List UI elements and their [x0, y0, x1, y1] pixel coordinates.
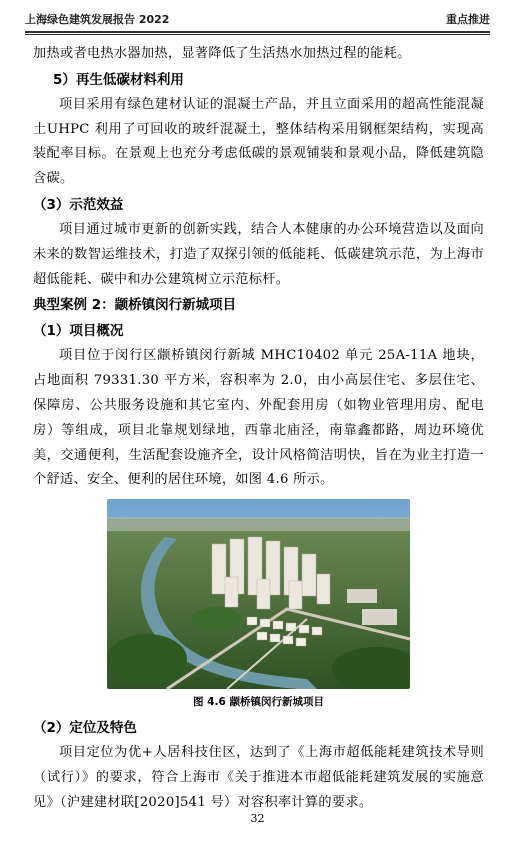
- page-header: [25, 10, 490, 28]
- heading-demo-benefit: （3）示范效益: [33, 196, 124, 213]
- heading-project-overview: （1）项目概况: [33, 323, 124, 340]
- header-report-title: 上海绿色建筑发展报告 2022: [25, 13, 170, 26]
- paragraph-demo-benefit: 项目通过城市更新的创新实践，结合人本健康的办公环境营造以及面向未来的数智运维技术，打造了双探引领的低能耗、低碳建筑示范，为上海市超低能耗、碳中和办公建筑树立示范标杆。: [33, 221, 484, 287]
- page-body: [33, 42, 484, 816]
- project-aerial-rendering: [107, 499, 410, 689]
- header-section-title: 重点推进: [446, 13, 490, 26]
- heading-positioning: （2）定位及特色: [33, 720, 137, 737]
- paragraph-project-overview: 项目位于闵行区颛桥镇闵行新城 MHC10402 单元 25A-11A 地块，占地面积 79331.30 平方米，容积率为 2.0，由小高层住宅、多层住宅、保障房、公共服务设施和其它室内、外配套用房（如物业管理用房、配电房）等组成，项目北靠规划绿地，西靠北庙泾，南靠鑫都路，周边环境优美，交通便利，生活配套设施齐全，设计风格简洁明快，旨在为业主打造一个舒适、安全、便利的居住环境，如图 4.6 所示。: [33, 348, 484, 488]
- figure-caption: 图 4.6 颛桥镇闵行新城项目: [193, 696, 324, 709]
- heading-low-carbon-materials: 5）再生低碳材料利用: [53, 71, 184, 88]
- paragraph-intro: 加热或者电热水器加热，显著降低了生活热水加热过程的能耗。: [33, 46, 411, 61]
- page-number: 32: [250, 812, 265, 825]
- header-rule: [25, 31, 490, 33]
- paragraph-low-carbon-materials: 项目采用有绿色建材认证的混凝土产品，并且立面采用的超高性能混凝土UHPC 利用了可回收的玻纤混凝土，整体结构采用钢框架结构，实现高装配率目标。在景观上也充分考虑低碳的景观铺装和景观小品，降低建筑隐含碳。: [33, 96, 484, 187]
- paragraph-positioning: 项目定位为优+人居科技住区，达到了《上海市超低能耗建筑技术导则（试行）》的要求，符合上海市《关于推进本市超低能耗建筑发展的实施意见》（沪建建材联[2020]541 号）对容积率计算的要求。: [33, 745, 484, 810]
- heading-case-2: 典型案例 2：颛桥镇闵行新城项目: [33, 297, 237, 314]
- header-rule-thin: [25, 34, 490, 35]
